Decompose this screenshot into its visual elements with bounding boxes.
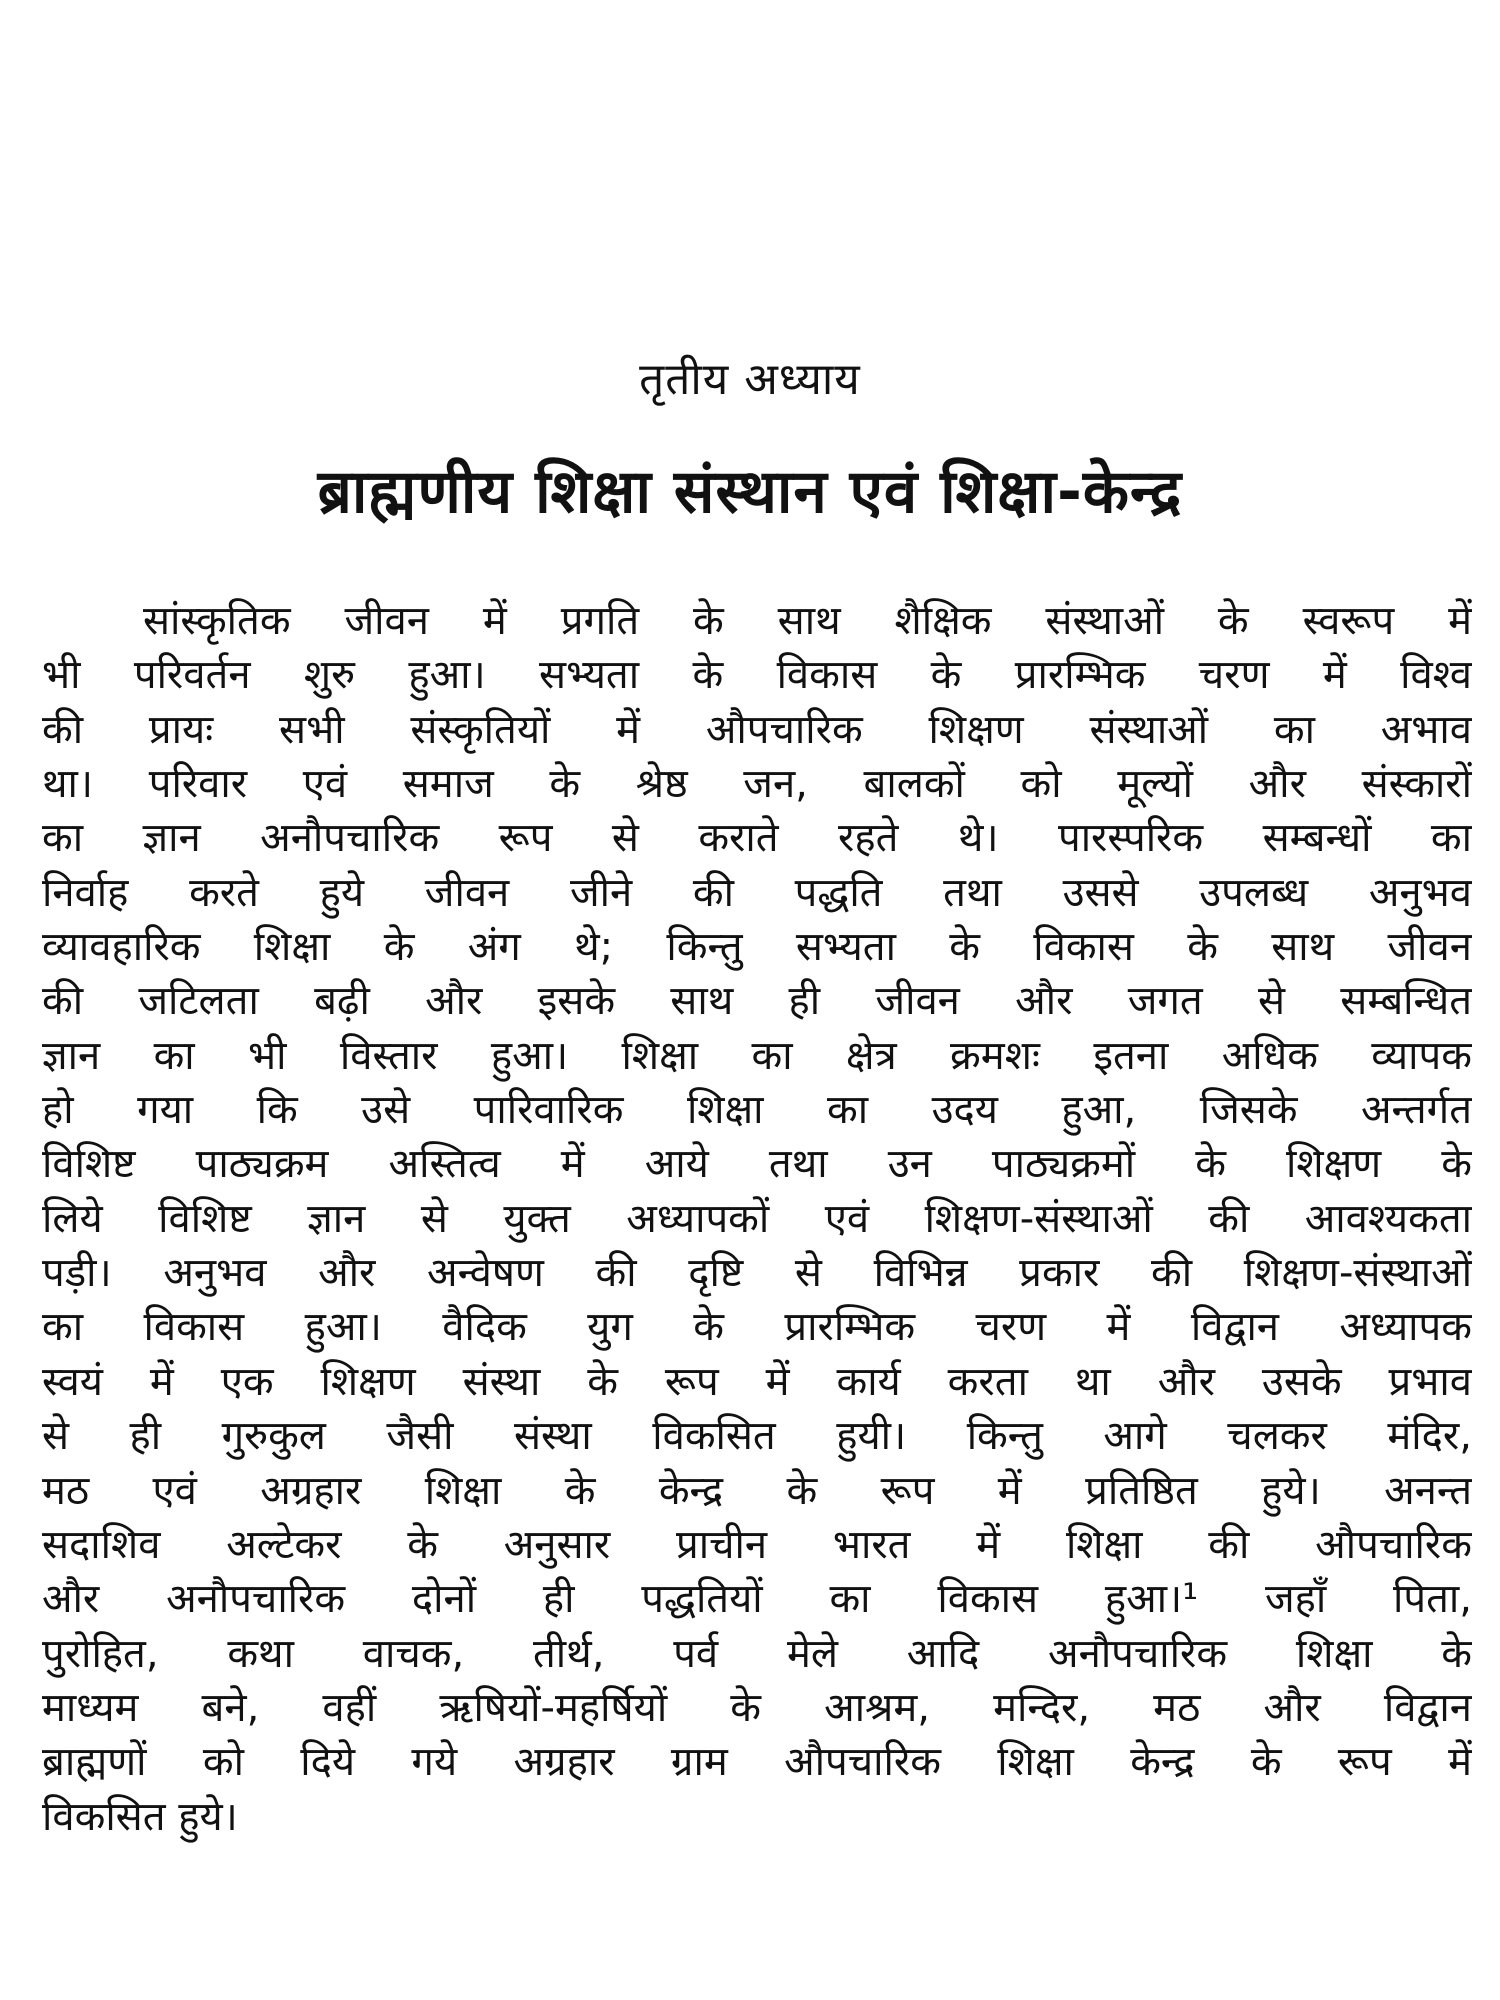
text-line: ज्ञान का भी विस्तार हुआ। शिक्षा का क्षेत्र क्रमशः इतना अधिक व्यापक bbox=[42, 1032, 1472, 1079]
text-line: सदाशिव अल्टेकर के अनुसार प्राचीन भारत में शिक्षा की औपचारिक bbox=[42, 1521, 1472, 1568]
text-line: मठ एवं अग्रहार शिक्षा के केन्द्र के रूप में प्रतिष्ठित हुये। अनन्त bbox=[42, 1467, 1472, 1514]
text-line: की जटिलता बढ़ी और इसके साथ ही जीवन और जगत से सम्बन्धित bbox=[42, 978, 1472, 1025]
text-line: और अनौपचारिक दोनों ही पद्धतियों का विकास हुआ।¹ जहाँ पिता, bbox=[42, 1576, 1472, 1623]
text-line: विकसित हुये। bbox=[42, 1793, 238, 1840]
text-line: स्वयं में एक शिक्षण संस्था के रूप में कार्य करता था और उसके प्रभाव bbox=[42, 1358, 1472, 1405]
text-line: पड़ी। अनुभव और अन्वेषण की दृष्टि से विभिन्न प्रकार की शिक्षण-संस्थाओं bbox=[42, 1250, 1472, 1297]
text-line: माध्यम बने, वहीं ऋषियों-महर्षियों के आश्रम, मन्दिर, मठ और विद्वान bbox=[42, 1684, 1472, 1731]
text-line: विशिष्ट पाठ्यक्रम अस्तित्व में आये तथा उन पाठ्यक्रमों के शिक्षण के bbox=[42, 1141, 1472, 1188]
text-line: से ही गुरुकुल जैसी संस्था विकसित हुयी। किन्तु आगे चलकर मंदिर, bbox=[42, 1413, 1472, 1460]
chapter-title: ब्राह्मणीय शिक्षा संस्थान एवं शिक्षा-केन्द्र bbox=[317, 457, 1183, 527]
text-line: सांस्कृतिक जीवन में प्रगति के साथ शैक्षिक संस्थाओं के स्वरूप में bbox=[143, 598, 1472, 644]
text-line: था। परिवार एवं समाज के श्रेष्ठ जन, बालकों को मूल्यों और संस्कारों bbox=[42, 761, 1472, 808]
text-line: लिये विशिष्ट ज्ञान से युक्त अध्यापकों एवं शिक्षण-संस्थाओं की आवश्यकता bbox=[42, 1195, 1472, 1242]
text-line: का विकास हुआ। वैदिक युग के प्रारम्भिक चरण में विद्वान अध्यापक bbox=[42, 1304, 1472, 1351]
chapter-label: तृतीय अध्याय bbox=[639, 354, 861, 405]
body-paragraph bbox=[42, 594, 1472, 1844]
text-line: की प्रायः सभी संस्कृतियों में औपचारिक शिक्षण संस्थाओं का अभाव bbox=[42, 706, 1472, 753]
text-line: निर्वाह करते हुये जीवन जीने की पद्धति तथा उससे उपलब्ध अनुभव bbox=[42, 869, 1472, 916]
text-line: का ज्ञान अनौपचारिक रूप से कराते रहते थे। पारस्परिक सम्बन्धों का bbox=[42, 815, 1472, 862]
text-line: व्यावहारिक शिक्षा के अंग थे; किन्तु सभ्यता के विकास के साथ जीवन bbox=[42, 924, 1472, 971]
text-line: भी परिवर्तन शुरु हुआ। सभ्यता के विकास के प्रारम्भिक चरण में विश्व bbox=[42, 652, 1472, 699]
text-line: ब्राह्मणों को दिये गये अग्रहार ग्राम औपचारिक शिक्षा केन्द्र के रूप में bbox=[42, 1739, 1472, 1786]
text-line: हो गया कि उसे पारिवारिक शिक्षा का उदय हुआ, जिसके अन्तर्गत bbox=[42, 1087, 1472, 1134]
text-line: पुरोहित, कथा वाचक, तीर्थ, पर्व मेले आदि अनौपचारिक शिक्षा के bbox=[42, 1630, 1472, 1677]
